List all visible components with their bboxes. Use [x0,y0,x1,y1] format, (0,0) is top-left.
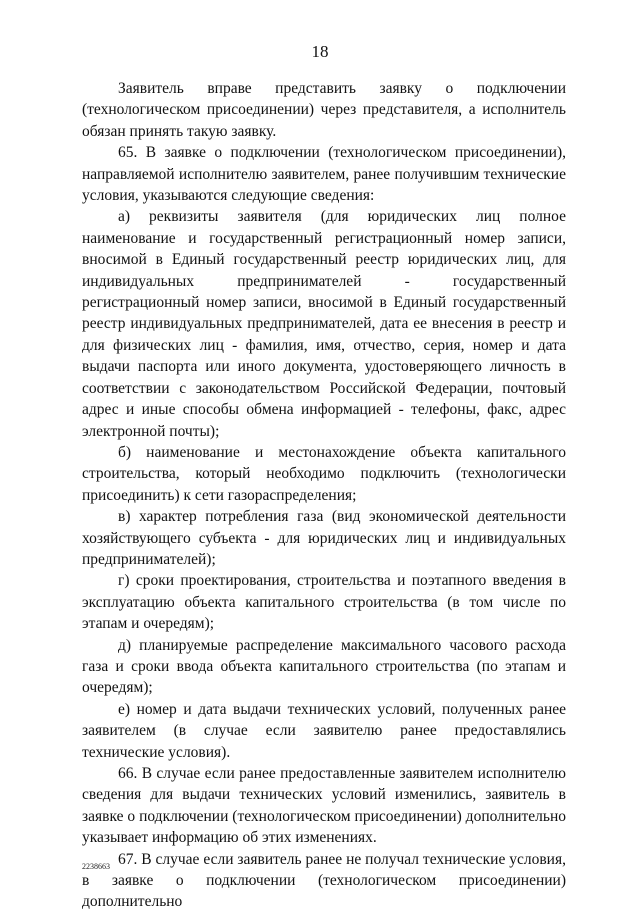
paragraph-65-a: а) реквизиты заявителя (для юридических лиц полное наименование и государственный регистрационный номер записи, вносимой в Единый государственный реестр юридических лиц, для индивидуальных предпринимателей - государственный регистрационный номер записи, вносимой в Единый государственный реестр индивидуальных предпринимателей, дата ее внесения в реестр и для физических лиц - фамилия, имя, отчество, серия, номер и дата выдачи паспорта или иного документа, удостоверяющего личность в соответствии с законодательством Российской Федерации, почтовый адрес и иные способы обмена информацией - телефоны, факс, адрес электронной почты); [82,208,566,440]
paragraph-applicant-representative: Заявитель вправе представить заявку о подключении (технологическом присоединении) через представителя, а исполнитель обязан принять такую заявку. [82,80,566,140]
paragraph-65: 65. В заявке о подключении (технологическом присоединении), направляемой исполнителю заявителем, ранее получившим технические условия, указываются следующие сведения: [82,144,566,205]
paragraph-65-v: в) характер потребления газа (вид экономической деятельности хозяйствующего субъекта - для юридических лиц и индивидуальных предпринимателей); [82,508,566,568]
paragraph-65-g: г) сроки проектирования, строительства и поэтапного введения в эксплуатацию объекта капитального строительства (в том числе по этапам и очередям); [82,572,566,633]
paragraph-65-d: д) планируемые распределение максимального часового расхода газа и сроки ввода объекта капитального строительства (по этапам и очередям); [82,636,566,697]
paragraph-66: 66. В случае если ранее предоставленные заявителем исполнителю сведения для выдачи технических условий изменились, заявитель в заявке о подключении (технологическом присоединении) дополнительно указывает информацию об этих изменениях. [82,765,566,847]
footer-document-code: 2238663 [82,862,110,871]
page-number: 18 [311,42,329,61]
paragraph-65-b: б) наименование и местонахождение объекта капитального строительства, который необходимо подключить (технологически присоединить) к сети газораспределения; [82,443,566,504]
paragraph-65-e: е) номер и дата выдачи технических условий, полученных ранее заявителем (в случае если заявителю ранее предоставлялись технические условия). [82,700,566,761]
document-body [82,78,566,913]
paragraph-67: 67. В случае если заявитель ранее не получал технические условия, в заявке о подключении (технологическом присоединении) дополнительно [82,850,566,911]
